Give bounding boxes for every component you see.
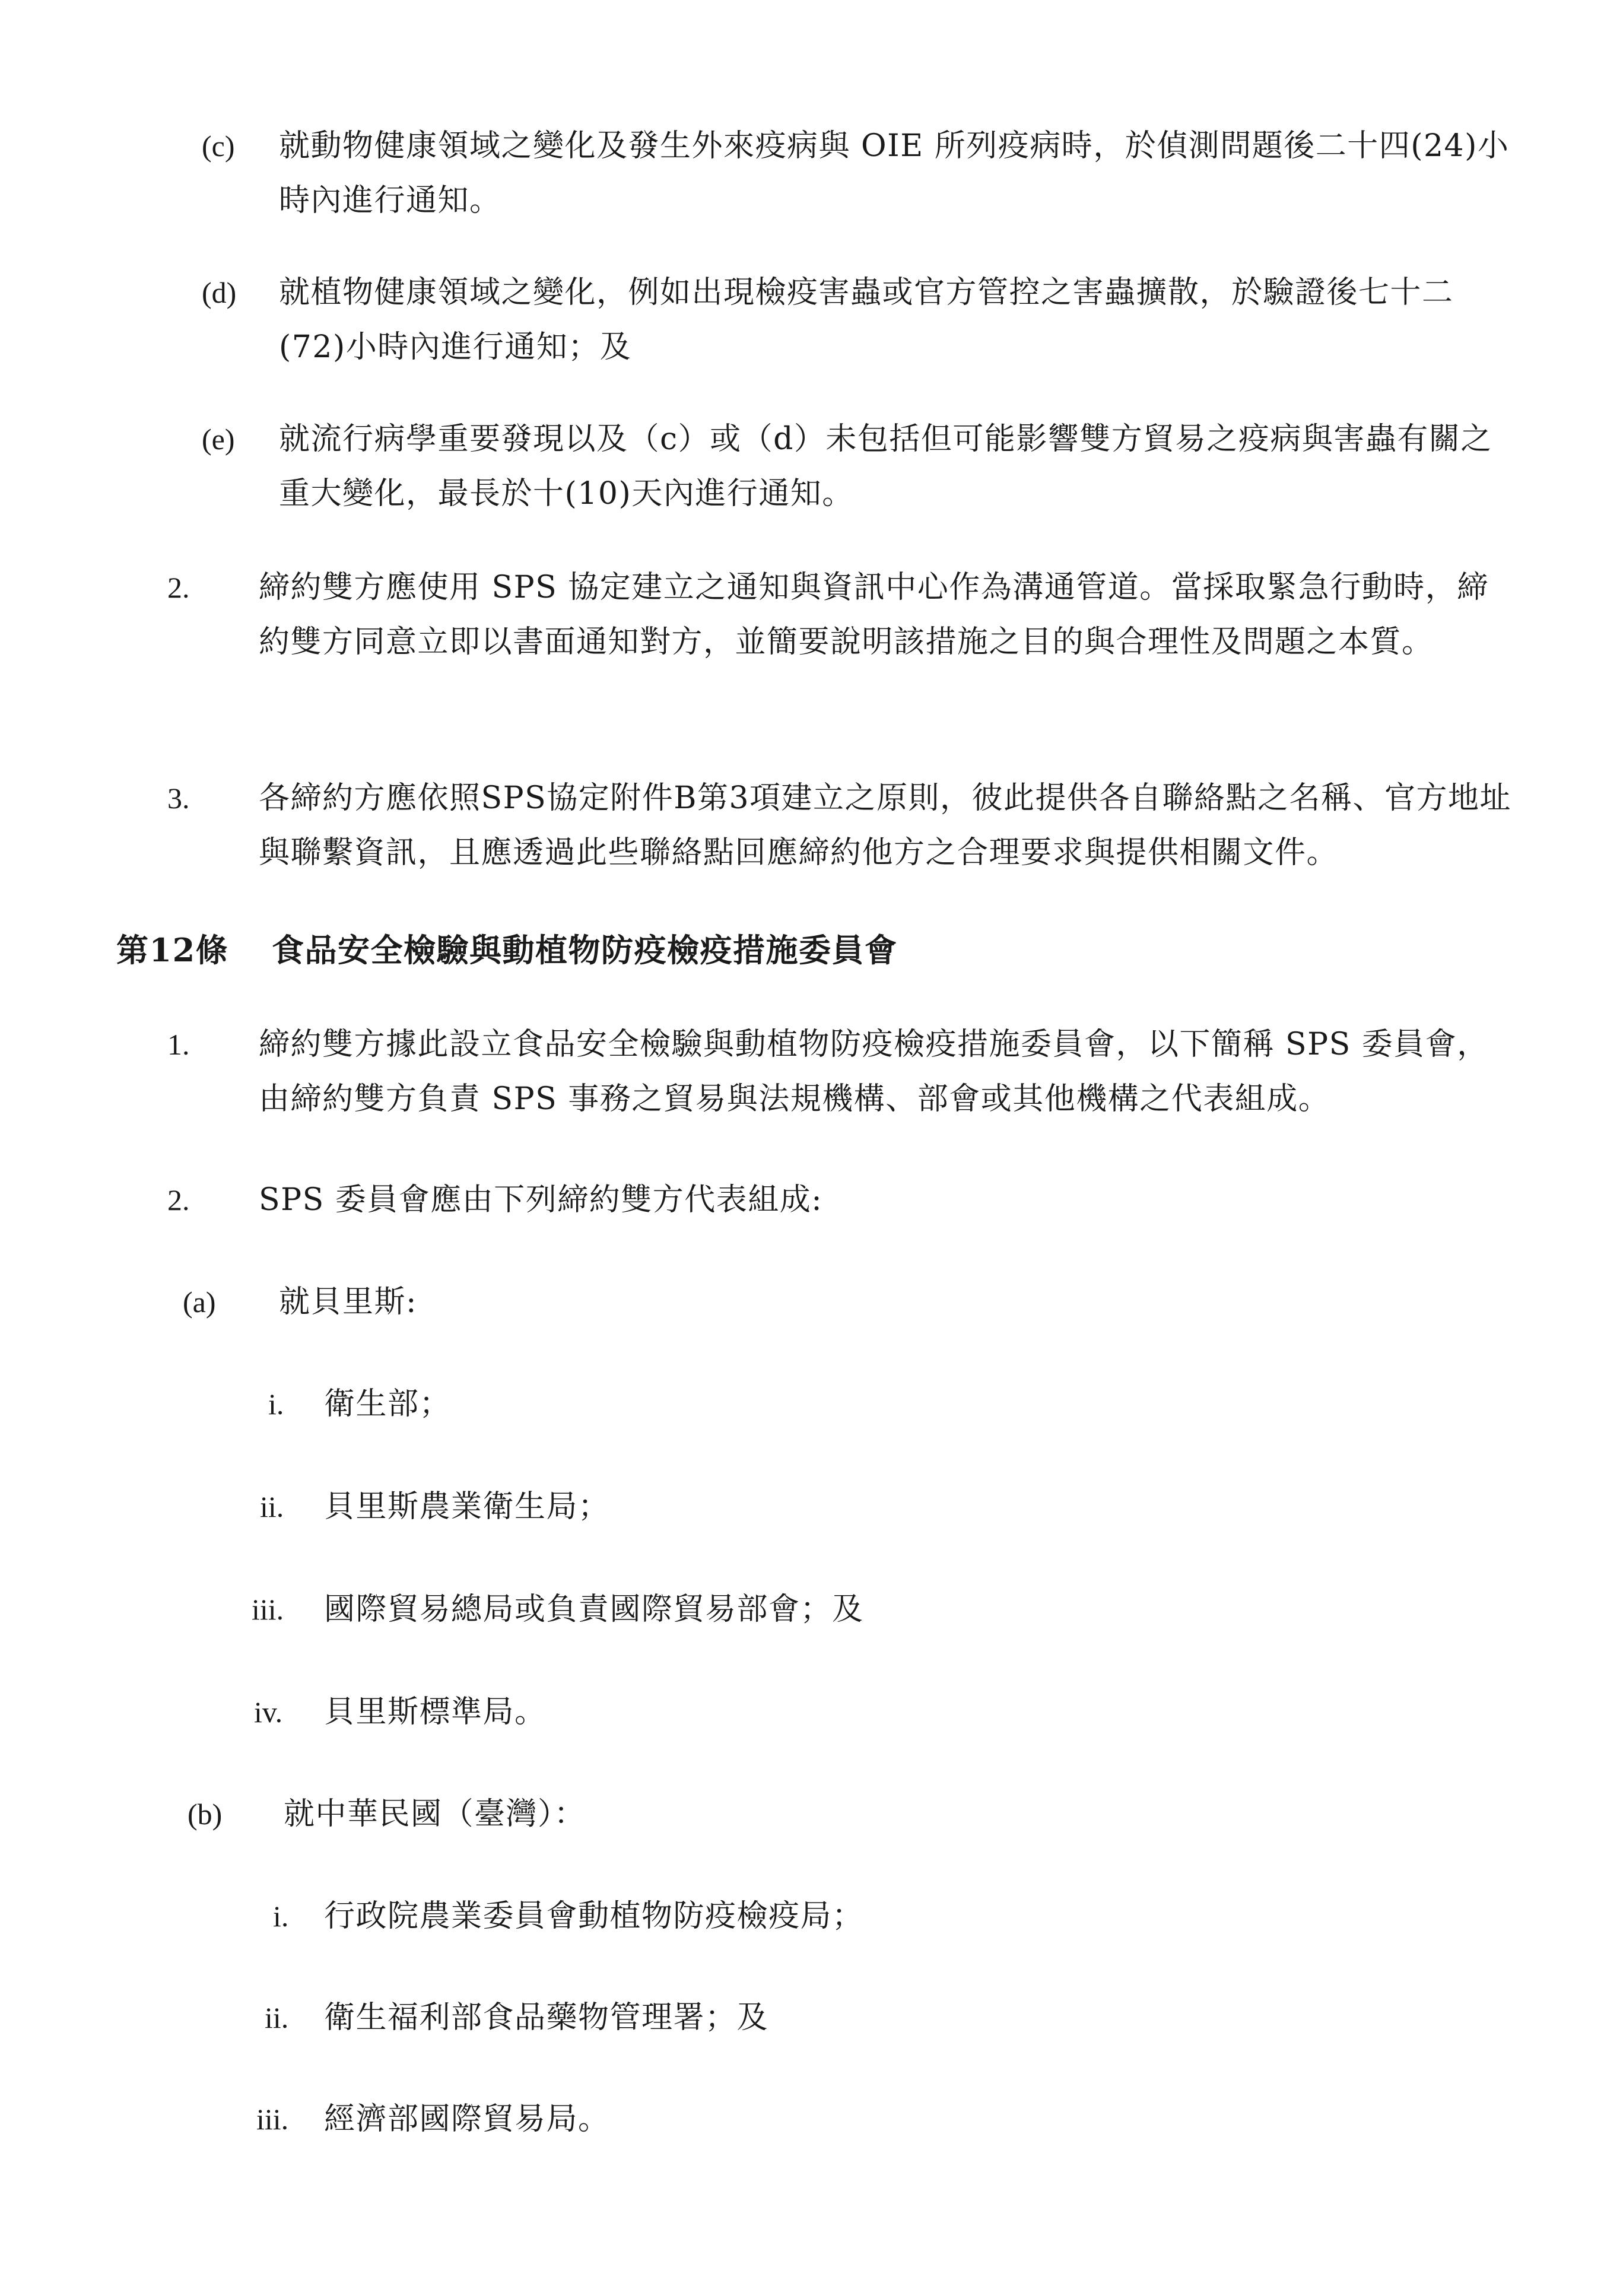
- list-item-label: ii.: [265, 2001, 289, 2034]
- list-item-text: 經濟部國際貿易局。: [324, 2101, 610, 2137]
- sub-label: (a): [183, 1285, 216, 1319]
- paragraph-label: (c): [202, 129, 235, 163]
- item-text: 締約雙方據此設立食品安全檢驗與動植物防疫檢疫措施委員會，以下簡稱 SPS 委員會，由締約雙方負責 SPS 事務之貿易與法規機構、部會或其他機構之代表組成。: [259, 1027, 1489, 1117]
- paragraph-text: 締約雙方應使用 SPS 協定建立之通知與資訊中心作為溝通管道。當採取緊急行動時，締約雙方同意立即以書面通知對方，並簡要說明該措施之目的與合理性及問題之本質。: [259, 570, 1489, 660]
- article-title: 食品安全檢驗與動植物防疫檢疫措施委員會: [272, 931, 898, 969]
- list-item-label: i.: [268, 1387, 284, 1421]
- list-item-label: ii.: [260, 1490, 284, 1523]
- paragraph-text: 就流行病學重要發現以及（c）或（d）未包括但可能影響雙方貿易之疫病與害蟲有關之重大變化，最長於十(10)天內進行通知。: [279, 421, 1492, 512]
- sub-label: (b): [188, 1798, 223, 1831]
- list-item-text: 衛生福利部食品藥物管理署；及: [324, 2000, 769, 2035]
- list-item-text: 行政院農業委員會動植物防疫檢疫局；: [324, 1898, 864, 1934]
- item-label: 2.: [167, 1183, 190, 1217]
- paragraph-label: 2.: [167, 571, 190, 604]
- article-number: 第12條: [116, 931, 229, 969]
- paragraph-text: 就植物健康領域之變化，例如出現檢疫害蟲或官方管控之害蟲擴散，於驗證後七十二(72)小時內進行通知；及: [279, 275, 1454, 365]
- sub-heading: 就中華民國（臺灣）：: [284, 1796, 586, 1832]
- list-item-label: i.: [273, 1900, 289, 1933]
- item-text: SPS 委員會應由下列締約雙方代表組成:: [259, 1182, 823, 1218]
- list-item-text: 貝里斯農業衛生局；: [324, 1489, 610, 1525]
- paragraph-text: 就動物健康領域之變化及發生外來疫病與 OIE 所列疫病時，於偵測問題後二十四(24)小時內進行通知。: [279, 128, 1510, 218]
- list-item-text: 國際貿易總局或負責國際貿易部會；及: [324, 1592, 864, 1627]
- list-item-label: iii.: [252, 1593, 284, 1626]
- paragraph-label: 3.: [167, 782, 190, 815]
- list-item-text: 衛生部；: [324, 1386, 452, 1422]
- sub-heading: 就貝里斯:: [279, 1284, 418, 1320]
- list-item-label: iii.: [256, 2103, 289, 2136]
- paragraph-label: (e): [202, 423, 235, 456]
- paragraph-text: 各締約方應依照SPS協定附件B第3項建立之原則，彼此提供各自聯絡點之名稱、官方地址與聯繫資訊，且應透過此些聯絡點回應締約他方之合理要求與提供相關文件。: [259, 780, 1512, 871]
- list-item-text: 貝里斯標準局。: [324, 1694, 547, 1730]
- list-item-label: iv.: [254, 1695, 283, 1729]
- item-label: 1.: [167, 1028, 190, 1061]
- paragraph-label: (d): [202, 276, 237, 309]
